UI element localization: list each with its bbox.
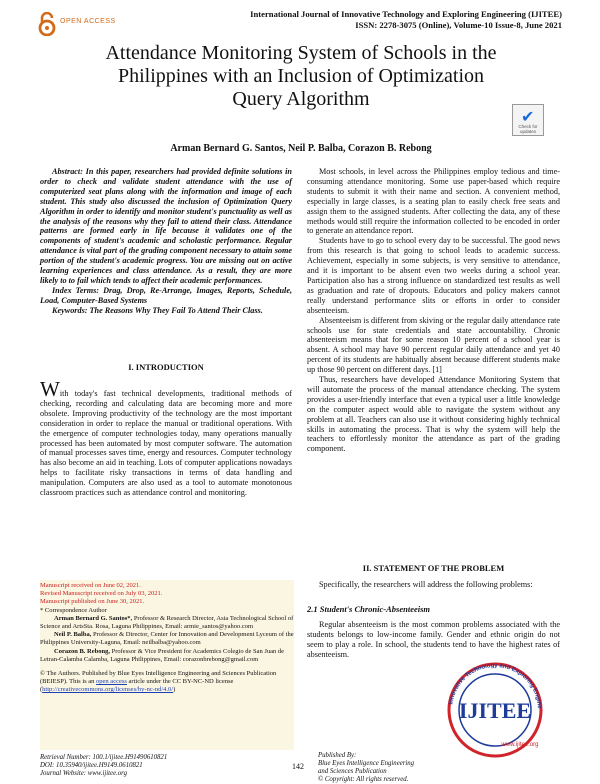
ijitee-logo xyxy=(430,660,560,760)
open-access-label: OPEN ACCESS xyxy=(60,18,116,25)
paragraph: Thus, researchers have developed Attendance Monitoring System that will automate the process of the manual attendance checking. The system provides a user-friendly interface that even a typical user a little knowledge on the computer aspect would able to navigate the system without any problem at all. Teachers can also use it without considering highly technical skills in automating the process. That is why the system will help the teachers to effortlessly monitor the attendance as part of the grading component. xyxy=(307,375,560,454)
author-note-3 xyxy=(40,648,294,664)
author-note-name: Arman Bernard G. Santos*, xyxy=(54,614,133,622)
journal-header xyxy=(250,9,562,31)
publisher-name: and Sciences Publication xyxy=(318,768,387,775)
journal-name: International Journal of Innovative Technology and Exploring Engineering (IJITEE) xyxy=(250,9,562,19)
author-note-1 xyxy=(40,615,294,631)
keywords xyxy=(40,306,292,316)
section-heading-statement-of-problem: II. STATEMENT OF THE PROBLEM xyxy=(362,563,505,573)
license-text: ) xyxy=(173,686,176,694)
svg-text:Innovative Technology and Expl: Innovative Technology and Exploring Engine xyxy=(448,662,543,709)
author-note-text: Professor & Research Director, Asia Technological School of Science and ArtsSta. Rosa, Laguna Philippines, Email: armie_santos@yahoo.com xyxy=(40,614,294,631)
paragraph: Most schools, in level across the Philippines employ tedious and time-consuming attendance monitoring. Some use paper-based which require students to submit it with their name and section. A convenient method, especially in large classes, is a seating plan to easily check free seats and assign them to the assigned students. After collecting the data, any of these methods would still require the information collected to be encoded in order to generate an attendance report. xyxy=(307,167,560,236)
svg-text:IJITEE: IJITEE xyxy=(458,698,532,723)
keywords-label: Keywords: xyxy=(52,305,88,315)
journal-website: Journal Website: www.ijitee.org xyxy=(40,770,127,777)
title-line: Philippines with an Inclusion of Optimization xyxy=(117,65,485,87)
author-note-name: Neil P. Balba, xyxy=(54,631,92,639)
author-note-2 xyxy=(40,631,294,647)
license-note xyxy=(40,670,294,695)
open-access-lock-icon xyxy=(36,12,58,36)
absenteeism-paragraph: Regular absenteeism is the most common problems associated with the students belongs to low-income family. Gender and ethnic origin do not seem to play a role. In school, the students tend to have the highest rates of absenteeism. xyxy=(307,620,560,659)
manuscript-notes xyxy=(40,580,294,750)
drop-cap: W xyxy=(40,377,60,401)
abstract-block xyxy=(40,167,292,316)
abstract xyxy=(40,167,292,286)
right-column xyxy=(307,167,560,454)
index-terms-text: Drag, Drop, Re-Arrange, Images, Reports, Schedule, Load, Computer-Based Systems xyxy=(40,285,292,305)
author-note-name: Corazon B. Rebong, xyxy=(54,647,110,655)
paper-title xyxy=(40,42,562,111)
manuscript-revised: Revised Manuscript received on July 03, 2021. xyxy=(40,590,163,598)
footer-left xyxy=(40,754,167,778)
author-note-text: Professor & Vice President for Academics Colegio de San Juan de Letran-Calamba Calamba, Laguna Philippines, Email: corazonbrebong@gmail.com xyxy=(40,647,285,663)
section-heading-introduction: I. INTRODUCTION xyxy=(128,362,204,372)
journal-issn: ISSN: 2278-3075 (Online), Volume-10 Issue-8, June 2021 xyxy=(355,20,562,30)
ijitee-seal-icon xyxy=(430,660,560,760)
license-text: article under the CC BY-NC-ND license ( xyxy=(40,678,234,694)
author-list: Arman Bernard G. Santos, Neil P. Balba, Corazon B. Rebong xyxy=(170,143,432,154)
title-line: Query Algorithm xyxy=(232,88,370,110)
subsection-heading: 2.1 Student's Chronic-Absenteeism xyxy=(307,604,431,614)
abstract-text: In this paper, researchers had provided definite solutions in order to check and validate student attendance with the use of computerized seat plans along with the information and image of each student. This study also discussed the inclusion of Optimization Query Algorithm in order to identify and monitor student's punctuality as well as the analysis of the reasons why they fail to attend their class. Attendance patterns are formed early in life because it validates one of the components of student's academic and scholastic performance. Regular attendance is vital part of the grading component necessary to attain some portion of the student's academic progress. You are missing out on active learning experiences and class attendance. As a result, they are more likely to to fail which tends to affect their academic performances. xyxy=(40,167,292,285)
open-access-logo xyxy=(36,12,116,36)
index-terms xyxy=(40,286,292,306)
publisher-name: Blue Eyes Intelligence Engineering xyxy=(318,760,415,767)
paragraph: Absenteeism is different from skiving or the regular daily attendance rate schools use for state credentials and state accountability. Chronic absenteeism means that for some reason 10 percent of a school year is absent. A school may have 90 percent regular daily attendance and yet 40 percent of its students are habitually absent because different students make up those 90 percent on different days. [1] xyxy=(307,315,560,375)
license-text: © The Authors. Published by Blue Eyes Intelligence Engineering and Sciences Publication (BEIESP). This is an xyxy=(40,670,277,686)
introduction-text xyxy=(40,377,292,498)
page-number: 142 xyxy=(292,762,304,771)
manuscript-received: Manuscript received on June 02, 2021. xyxy=(40,582,141,589)
abstract-label: Abstract: xyxy=(52,167,83,176)
check-for-updates-label: Check for updates xyxy=(518,124,538,134)
author-note-text: Professor & Director, Center for Innovation and Development Lyceum of the Philippines University-Laguna, Email: neilbalba@yahoo.com xyxy=(40,631,294,647)
license-url-link[interactable]: http://creativecommons.org/licenses/by-nc-nd/4.0/ xyxy=(42,686,174,694)
paragraph: Students have to go to school every day to be successful. The good news from this research is that going to school leads to academic success. Achievement, especially in some subjects, is very sensitive to attendance, and it is important to be absent even two weeks during a school year. Participation also has a strong influence on standardized test results as well as graduation and rate of dropouts. Educators and policy makers cannot really understand performance slits or efforts in order to consider absenteeism. xyxy=(307,236,560,315)
title-line: Attendance Monitoring System of Schools in the xyxy=(105,42,497,64)
doi: DOI: 10.35940/ijitee.H9149.0610821 xyxy=(40,762,143,769)
correspondence-label: * Correspondence Author xyxy=(40,606,107,614)
check-for-updates-badge[interactable] xyxy=(512,104,544,136)
svg-text:www.ijitee.org: www.ijitee.org xyxy=(501,742,539,748)
manuscript-published: Manuscript published on June 30, 2021. xyxy=(40,598,145,606)
bookmark-check-icon: ✔ xyxy=(521,109,535,126)
publisher-label: Published By: xyxy=(318,752,357,759)
problem-intro: Specifically, the researchers will address the following problems: xyxy=(319,580,533,589)
introduction-body: ith today's fast technical developments, traditional methods of checking, recording and calculating data are becoming more and more obsolete. Improving productivity of the technology are the most important consideration in order to replace the manual or traditional operations. With the emergence of computer technologies today, many operations manually processed has been automated by most computer software. The automation of manual processes saves time, energy and resources. Computer technology has also become an aid in teaching. Lots of computer applications nowadays helps to facilitate risky transactions in terms of data handling and manipulation. Computers are also used as a tool to automate monotonous classroom practices such as attendance control and monitoring. xyxy=(40,389,292,498)
footer-right xyxy=(318,752,414,784)
copyright: © Copyright: All rights reserved. xyxy=(318,776,409,783)
retrieval-number: Retrieval Number: 100.1/ijitee.H91490610821 xyxy=(40,754,168,761)
open-access-link[interactable]: open access xyxy=(96,678,127,686)
index-terms-label: Index Terms: xyxy=(52,285,100,295)
keywords-text: The Reasons Why They Fail To Attend Their Class. xyxy=(89,305,263,315)
